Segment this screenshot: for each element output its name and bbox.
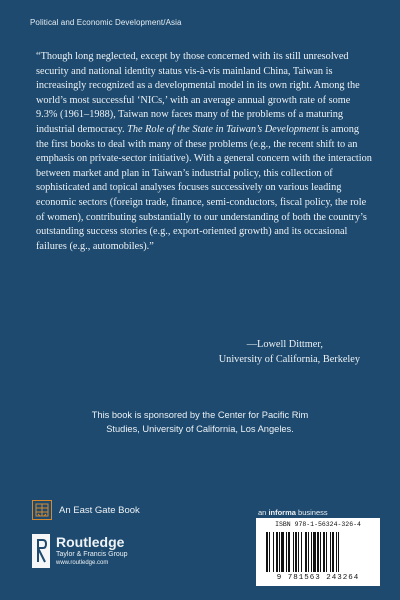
east-gate-imprint: [32, 500, 140, 520]
publisher-logo: [32, 534, 128, 568]
east-gate-logo-icon: [32, 500, 52, 520]
sponsor-line-1: This book is sponsored by the Center for Pacific Rim: [91, 410, 309, 420]
informa-brand: informa: [268, 508, 296, 517]
sponsor-note: [0, 409, 400, 436]
reviewer-affiliation: University of California, Berkeley: [218, 353, 360, 365]
blurb-text-part1: “Though long neglected, except by those concerned with its still unresolved security and national identity status vis-à-vis mainland China, Taiwan is increasingly recognized as a developmental model in its own right. Among the world’s most successful ‘NICs,’ with an average annual growth rate of some 9.3% (1961–1988), Taiwan now faces many of the problems of a maturing industrial democracy.: [36, 51, 360, 135]
barcode-icon: [266, 532, 370, 574]
reviewer-name: —Lowell Dittmer,: [246, 339, 323, 350]
informa-suffix: business: [295, 508, 328, 517]
barcode-panel: [256, 518, 380, 586]
isbn-text: ISBN 978-1-56324-326-4: [275, 521, 361, 528]
barcode-digits: 9 781563 243264: [276, 574, 360, 582]
reviewer-attribution: [219, 338, 360, 367]
review-blurb: [36, 50, 374, 254]
blurb-text-part2: is among the first books to deal with many of these problems (e.g., the recent shift to an emphasis on private-sector initiative). With a general concern with the interaction between market and plan in Taiwan’s industrial policy, this collection of sophisticated and topical analyses focuses successively on various leading economic sectors (foreign trade, finance, semi-conductors, fiscal policy, the role of women), contributing substantially to our understanding of both the country’s outstanding success stories (e.g., export-oriented growth) and its occasional failures (e.g., automobiles).”: [36, 123, 372, 252]
book-title: The Role of the State in Taiwan’s Development: [127, 123, 320, 135]
sponsor-line-2: Studies, University of California, Los Angeles.: [106, 423, 294, 434]
series-category: Political and Economic Development/Asia: [30, 18, 182, 27]
publisher-url: www.routledge.com: [56, 560, 109, 566]
east-gate-label: An East Gate Book: [59, 504, 140, 516]
publisher-group: Taylor & Francis Group: [56, 551, 128, 558]
publisher-name: Routledge: [56, 534, 125, 550]
informa-prefix: an: [258, 508, 269, 517]
routledge-logo-icon: [32, 534, 50, 568]
informa-tagline: [258, 508, 328, 517]
